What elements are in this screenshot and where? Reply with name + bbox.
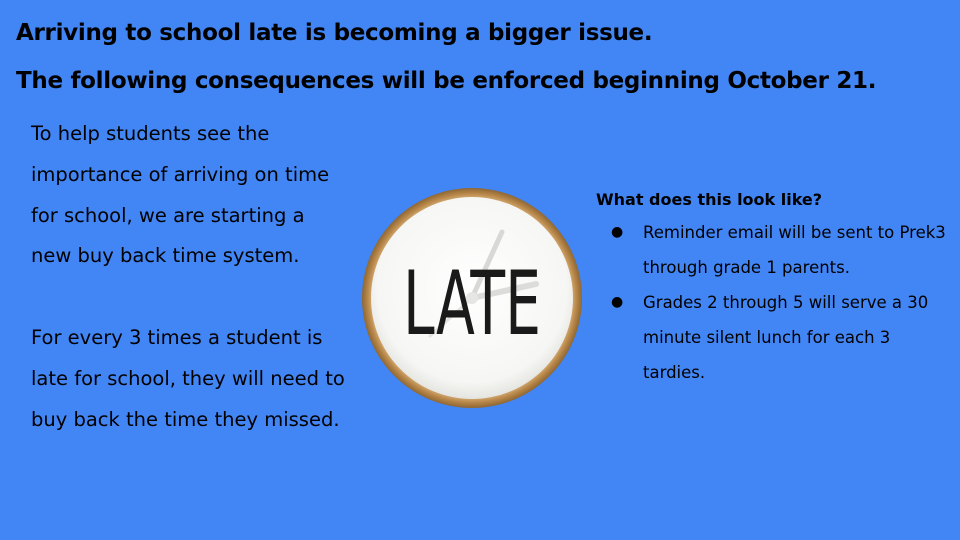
- list-item-text: Reminder email will be sent to Prek3 through grade 1 parents.: [643, 223, 946, 277]
- bullet-icon: ●: [611, 224, 624, 240]
- headline-late-issue: Arriving to school late is becoming a bigger issue.: [16, 20, 653, 46]
- late-clock-image: [360, 186, 584, 410]
- consequence-list: [596, 215, 946, 390]
- list-item-text: Grades 2 through 5 will serve a 30 minute silent lunch for each 3 tardies.: [643, 293, 929, 382]
- paragraph-every-three: For every 3 times a student is late for school, they will need to buy back the time they missed.: [31, 325, 345, 431]
- what-it-looks-like-section: [596, 190, 946, 390]
- clock-late-text: LATE: [403, 252, 541, 355]
- list-item: [596, 285, 946, 390]
- bullet-icon: ●: [611, 294, 624, 310]
- headline-consequences: The following consequences will be enforced beginning October 21.: [16, 68, 877, 94]
- paragraph-buy-back: To help students see the importance of arriving on time for school, we are starting a new buy back time system.: [31, 122, 330, 268]
- section-heading: What does this look like?: [596, 190, 823, 209]
- explanation-text: [31, 114, 351, 440]
- list-item: [596, 215, 946, 285]
